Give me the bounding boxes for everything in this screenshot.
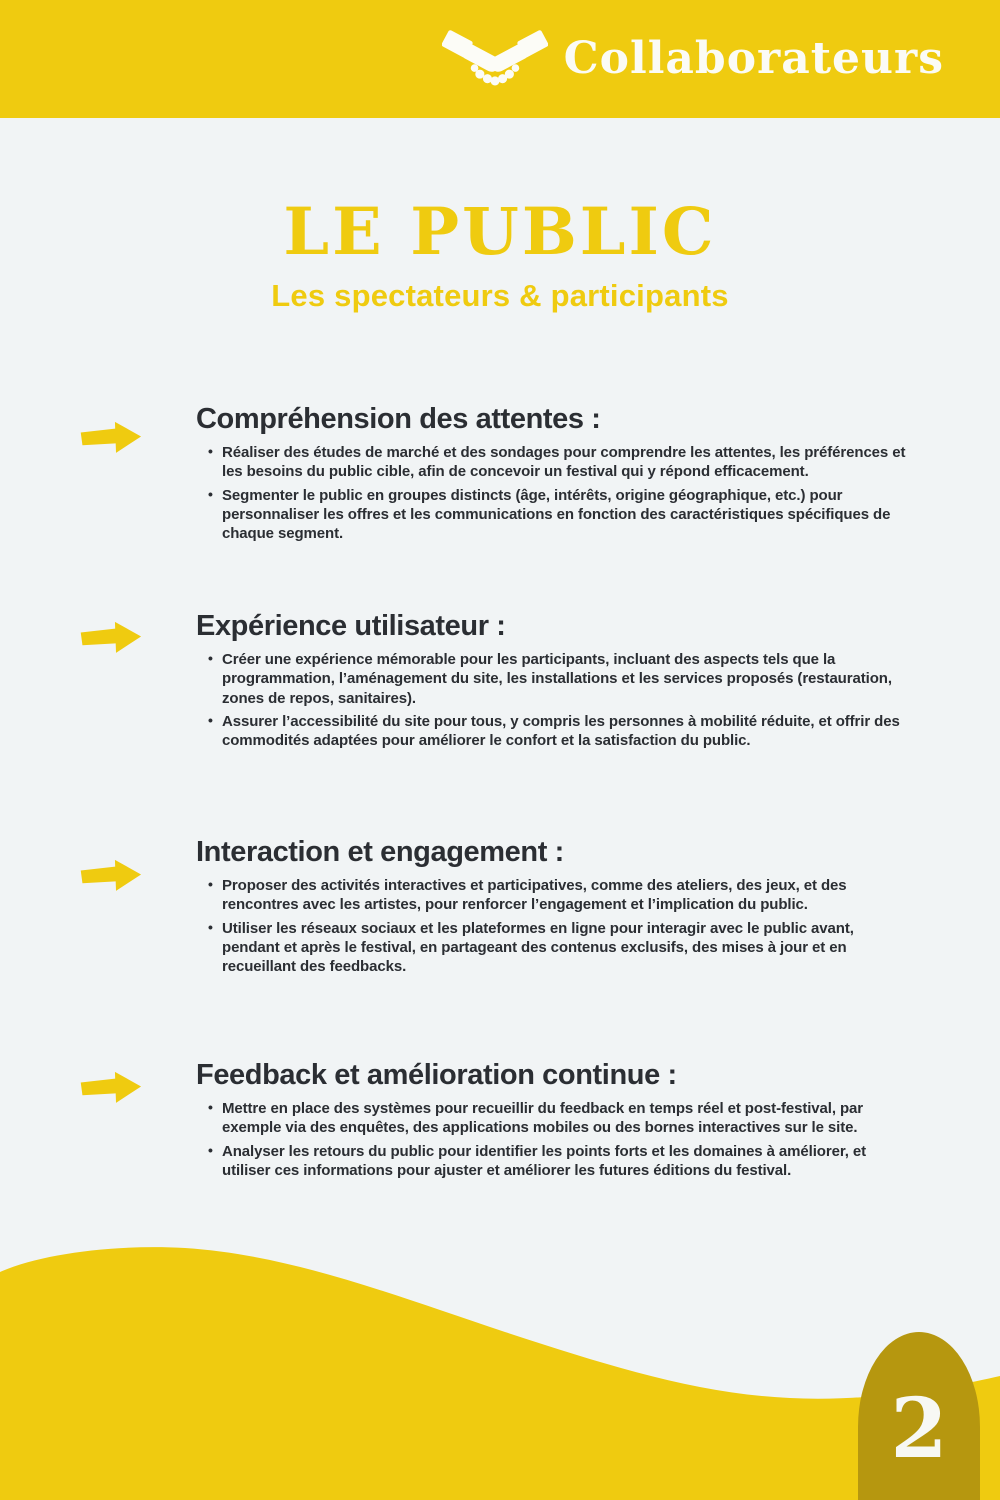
handshake-icon bbox=[442, 27, 548, 91]
bullet-item: • Segmenter le public en groupes distincts (âge, intérêts, origine géographique, etc.) pour personnaliser les offres et les communications en fonction des caractéristiques spécifiques de chaque segment. bbox=[207, 486, 909, 543]
bullet-list bbox=[196, 443, 912, 542]
section-heading: Feedback et amélioration continue : bbox=[196, 1059, 677, 1091]
arrow-right-icon bbox=[78, 1069, 143, 1106]
page-number: 2 bbox=[890, 1381, 948, 1477]
bullet-item: • Créer une expérience mémorable pour les participants, incluant des aspects tels que la programmation, l’aménagement du site, les installations et les services proposés (restauration, zones de repos, sanitaires). bbox=[207, 650, 909, 707]
page-title: LE PUBLIC bbox=[283, 194, 717, 270]
hero bbox=[0, 194, 1000, 314]
arrow-right-icon bbox=[78, 619, 143, 656]
section-heading: Expérience utilisateur : bbox=[196, 610, 506, 642]
bullet-item: • Réaliser des études de marché et des sondages pour comprendre les attentes, les préférences et les besoins du public cible, afin de concevoir un festival qui y répond efficacement. bbox=[207, 443, 909, 481]
header-band bbox=[0, 0, 1000, 118]
page-subtitle: Les spectateurs & participants bbox=[271, 278, 729, 313]
bullet-item: • Assurer l’accessibilité du site pour tous, y compris les personnes à mobilité réduite, et offrir des commodités adaptées pour améliorer le confort et la satisfaction du public. bbox=[207, 712, 909, 750]
bullet-item: • Mettre en place des systèmes pour recueillir du feedback en temps réel et post-festival, par exemple via des enquêtes, des applications mobiles ou des bornes interactives sur le site. bbox=[207, 1099, 909, 1137]
bullet-list bbox=[196, 1099, 912, 1179]
arrow-right-icon bbox=[78, 419, 143, 456]
bullet-item: • Utiliser les réseaux sociaux et les plateformes en ligne pour interagir avec le public avant, pendant et après le festival, en partageant des contenus exclusifs, des mises à jour et en recueillant des feedbacks. bbox=[207, 919, 909, 976]
section-heading: Compréhension des attentes : bbox=[196, 403, 601, 435]
brand-label: Collaborateurs bbox=[563, 33, 944, 84]
bullet-list bbox=[196, 876, 912, 975]
bullet-item: • Proposer des activités interactives et participatives, comme des ateliers, des jeux, et des rencontres avec les artistes, pour renforcer l’engagement et l’implication du public. bbox=[207, 876, 909, 914]
footer-wave bbox=[0, 1228, 1000, 1500]
bullet-item: • Analyser les retours du public pour identifier les points forts et les domaines à améliorer, et utiliser ces informations pour ajuster et améliorer les futures éditions du festival. bbox=[207, 1142, 909, 1180]
arrow-right-icon bbox=[78, 857, 143, 894]
bullet-list bbox=[196, 650, 912, 749]
section-heading: Interaction et engagement : bbox=[196, 836, 564, 868]
